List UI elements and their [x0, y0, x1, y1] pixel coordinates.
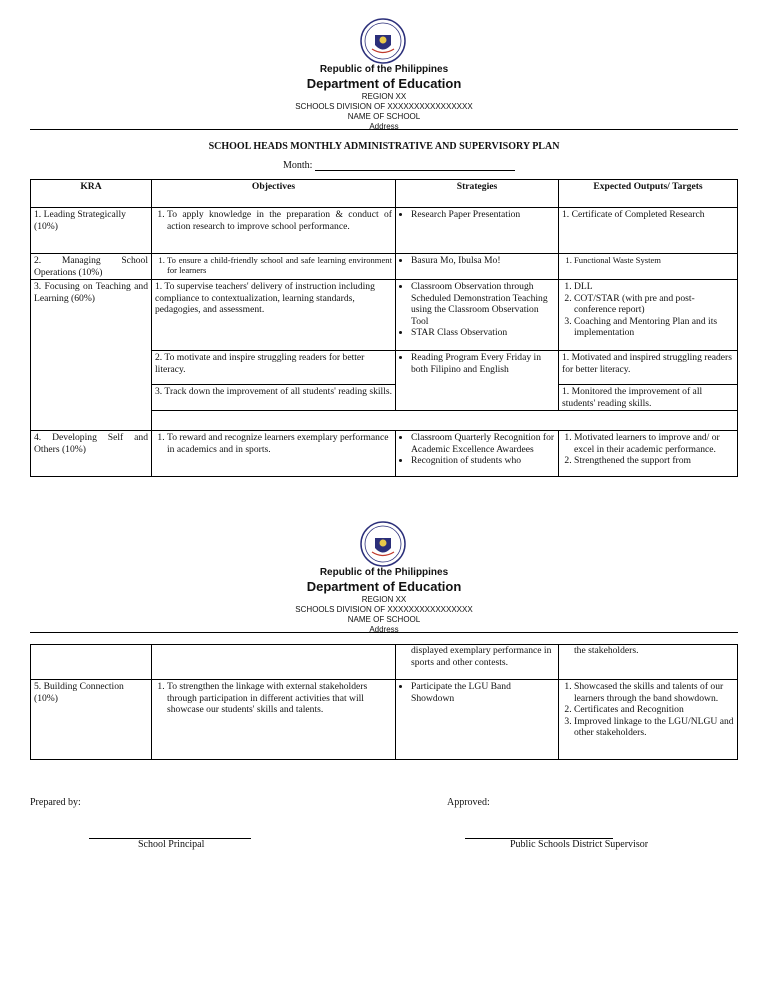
list-item: • STAR Class Observation — [411, 327, 555, 339]
kra-cell: 4. Developing Self and Others (10%) — [31, 431, 152, 477]
objective-cell — [152, 208, 396, 254]
col-header-kra: KRA — [31, 180, 152, 208]
address-text: Address — [369, 122, 399, 131]
region-text: REGION XX — [361, 595, 407, 604]
strategy-cell — [396, 351, 559, 411]
output-cell: 1. Monitored the improvement of all students' reading skills. — [559, 385, 738, 411]
kra-cell: 5. Building Connection (10%) — [31, 680, 152, 760]
strategy-cell — [396, 280, 559, 351]
region-text: REGION XX — [361, 92, 407, 101]
list-item: • Participate the LGU Band Showdown — [411, 681, 555, 704]
month-field — [283, 160, 515, 171]
list-item: 2. COT/STAR (with pre and post-conference report) — [574, 293, 734, 316]
objective-cell: 1. To supervise teachers' delivery of instruction including compliance to contextualization, learning standards, pedagogies, and assessment. — [152, 280, 396, 351]
strategy-cell — [396, 254, 559, 280]
table-row — [31, 254, 738, 280]
division-text: SCHOOLS DIVISION OF XXXXXXXXXXXXXXXX — [295, 102, 473, 111]
page1-header — [0, 64, 768, 132]
supervisor-title: Public Schools District Supervisor — [510, 839, 649, 850]
strategy-cell — [396, 431, 559, 477]
output-cell: the stakeholders. — [559, 645, 738, 680]
plan-title: SCHOOL HEADS MONTHLY ADMINISTRATIVE AND SUPERVISORY PLAN — [208, 141, 560, 152]
list-item: 1. Motivated learners to improve and/ or excel in their academic performance. — [574, 432, 734, 455]
page2-header — [0, 567, 768, 635]
list-item: 3. Improved linkage to the LGU/NLGU and other stakeholders. — [574, 716, 734, 739]
kra-cell: 3. Focusing on Teaching and Learning (60%) — [31, 280, 152, 431]
list-item: • Research Paper Presentation — [411, 209, 555, 221]
prepared-by-label: Prepared by: — [30, 797, 81, 808]
list-item: 1. To apply knowledge in the preparation & conduct of action research to improve school performance. — [167, 209, 392, 232]
objective-cell — [152, 431, 396, 477]
strategy-cell — [396, 680, 559, 760]
school-name-text: NAME OF SCHOOL — [347, 615, 421, 624]
deped-seal-icon — [360, 18, 406, 64]
list-item: 1. Showcased the skills and talents of our learners through the band showdown. — [574, 681, 734, 704]
output-cell: 1. Certificate of Completed Research — [559, 208, 738, 254]
header-rule — [30, 129, 738, 130]
output-cell — [559, 680, 738, 760]
list-item: • Reading Program Every Friday in both Filipino and English — [411, 352, 555, 375]
header-rule — [30, 632, 738, 633]
list-item: 1. To ensure a child-friendly school and safe learning environment for learners — [167, 255, 392, 275]
republic-text: Republic of the Philippines — [319, 567, 449, 578]
table-row — [31, 680, 738, 760]
department-title: Department of Education — [306, 76, 462, 91]
objective-cell — [152, 254, 396, 280]
month-blank-line — [315, 160, 515, 171]
principal-title: School Principal — [138, 839, 205, 850]
list-item: • Recognition of students who — [411, 455, 555, 467]
col-header-strategies: Strategies — [396, 180, 559, 208]
col-header-objectives: Objectives — [152, 180, 396, 208]
table-row — [31, 645, 738, 680]
output-cell — [559, 254, 738, 280]
strategy-cell — [396, 208, 559, 254]
output-cell: 1. Motivated and inspired struggling readers for better literacy. — [559, 351, 738, 385]
list-item: 3. Coaching and Mentoring Plan and its implementation — [574, 316, 734, 339]
address-text: Address — [369, 625, 399, 634]
kra-cell: 1. Leading Strategically (10%) — [31, 208, 152, 254]
list-item: 1. To reward and recognize learners exemplary performance in academics and in sports. — [167, 432, 392, 455]
objective-cell: 2. To motivate and inspire struggling readers for better literacy. — [152, 351, 396, 385]
approved-label: Approved: — [447, 797, 490, 808]
list-item: 2. Strengthened the support from — [574, 455, 734, 467]
kra-cell — [31, 645, 152, 680]
objective-cell — [152, 680, 396, 760]
output-cell — [559, 431, 738, 477]
division-text: SCHOOLS DIVISION OF XXXXXXXXXXXXXXXX — [295, 605, 473, 614]
list-item: 1. DLL — [574, 281, 734, 293]
kra-cell: 2. Managing School Operations (10%) — [31, 254, 152, 280]
list-item: 1. Functional Waste System — [574, 255, 734, 267]
objective-cell: 3. Track down the improvement of all students' reading skills. — [152, 385, 396, 411]
table-row — [31, 280, 738, 351]
empty-cell — [152, 411, 738, 431]
output-cell — [559, 280, 738, 351]
list-item: • Classroom Quarterly Recognition for Academic Excellence Awardees — [411, 432, 555, 455]
list-item: • Basura Mo, Ibulsa Mo! — [411, 255, 555, 267]
school-name-text: NAME OF SCHOOL — [347, 112, 421, 121]
list-item: 1. To strengthen the linkage with external stakeholders through participation in different activities that will showcase our students' skills and talents. — [167, 681, 392, 716]
deped-seal-icon — [360, 521, 406, 567]
list-item: 2. Certificates and Recognition — [574, 704, 734, 716]
plan-table-page1 — [30, 179, 738, 477]
department-title: Department of Education — [306, 579, 462, 594]
republic-text: Republic of the Philippines — [319, 64, 449, 75]
list-item: • Classroom Observation through Scheduled Demonstration Teaching using the Classroom Observation Tool — [411, 281, 555, 327]
plan-table-page2 — [30, 644, 738, 760]
table-row — [31, 431, 738, 477]
table-header-row — [31, 180, 738, 208]
strategy-cell: displayed exemplary performance in sports and other contests. — [396, 645, 559, 680]
table-row — [31, 208, 738, 254]
objective-cell — [152, 645, 396, 680]
month-label: Month: — [283, 160, 313, 171]
col-header-outputs: Expected Outputs/ Targets — [559, 180, 738, 208]
